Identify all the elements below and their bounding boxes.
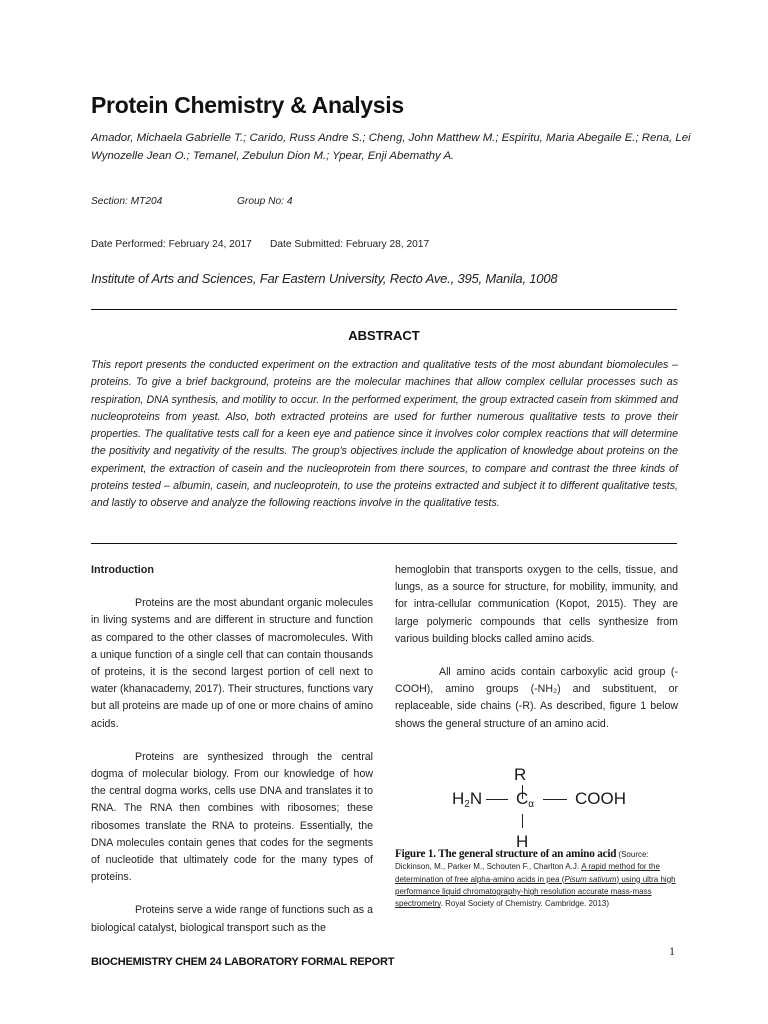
r-group-label: R bbox=[514, 765, 527, 784]
paper-title: Protein Chemistry & Analysis bbox=[91, 92, 404, 118]
introduction-heading: Introduction bbox=[91, 564, 154, 576]
figure-caption bbox=[395, 848, 678, 910]
group-label: Group No: 4 bbox=[237, 196, 293, 207]
caption-source-suffix: . Royal Society of Chemistry. Cambridge. 2013) bbox=[440, 899, 610, 909]
left-column bbox=[91, 562, 373, 937]
alpha-carbon-label: $C_\alpha$ bbox=[516, 789, 535, 810]
left-bond-line bbox=[486, 799, 508, 800]
caption-reference-link[interactable]: A rapid method for the determination of free alpha-amino acids in pea (Pisum sativum) using ultra high performance liquid chromatography-high resolution accurate mass-mass spectrometry bbox=[395, 862, 676, 909]
bottom-bond-line bbox=[522, 814, 523, 828]
date-submitted: Date Submitted: February 28, 2017 bbox=[270, 239, 430, 250]
date-performed: Date Performed: February 24, 2017 bbox=[91, 239, 252, 250]
intro-paragraph-5: All amino acids contain carboxylic acid group (-COOH), amino groups (-NH₂) and substituent, or replaceable, side chains (-R). As described, figure 1 below shows the general structure of an amino acid. bbox=[395, 666, 678, 730]
author-list: Amador, Michaela Gabrielle T.; Carido, Russ Andre S.; Cheng, John Matthew M.; Espiritu, Maria Abegaile E.; Rena, Lei Wynozelle Jean O.; Temanel, Zebulun Dion M.; Ypear, Enji Abemathy A. bbox=[91, 132, 691, 162]
institute-affiliation: Institute of Arts and Sciences, Far Eastern University, Recto Ave., 395, Manila, 1008 bbox=[91, 271, 558, 286]
carboxyl-group-label: COOH bbox=[575, 789, 626, 808]
intro-paragraph-2: Proteins are synthesized through the central dogma of molecular biology. From our knowledge of how the central dogma works, cells use DNA and translates it to RNA. The RNA then combines with ribosomes; these ribosomes translate the RNA to proteins. Essentially, the DNA molecules contain genes that codes for the segments of nucleotide that ultimately code for the many types of proteins. bbox=[91, 750, 373, 884]
figure-caption-label: Figure 1. The general structure of an amino acid bbox=[395, 848, 617, 860]
hydrogen-label: H bbox=[516, 832, 529, 851]
abstract-divider bbox=[91, 543, 677, 544]
section-label: Section: MT204 bbox=[91, 196, 163, 207]
page-number: 1 bbox=[669, 944, 675, 958]
top-divider bbox=[91, 309, 677, 310]
right-column bbox=[395, 562, 678, 733]
abstract-heading: ABSTRACT bbox=[348, 328, 420, 343]
intro-paragraph-1: Proteins are the most abundant organic molecules in living systems and are different in structure and function as compared to the other classes of macromolecules. With a unique function of a single cell that can contain thousands of proteins, it is the second largest portion of cell next to water (khanacademy, 2017). Their structures, functions vary but all proteins are made up of one or more chains of amino acids. bbox=[91, 597, 373, 730]
right-bond-line bbox=[543, 799, 567, 800]
caption-source-prefix: (Source: Dickinson, M., Parker M., Schouten F., Charlton A.J. bbox=[395, 850, 649, 872]
amino-acid-structure-figure bbox=[395, 765, 678, 849]
intro-paragraph-4: hemoglobin that transports oxygen to the cells, tissue, and lungs, as a source for structure, for mobility, immunity, and for intra-cellular communication (Kopot, 2015). They are large polymeric compounds that cells synthesize from various building blocks called amino acids. bbox=[395, 564, 678, 645]
amino-group-label: $H_2N$ bbox=[452, 789, 483, 810]
abstract-body: This report presents the conducted experiment on the extraction and qualitative tests of the most abundant biomolecules – proteins. To give a brief background, proteins are the molecular machines that allow complex cellular processes such as respiration, DNA synthesis, and motility to occur. In the performed experiment, the group extracted casein from skimmed and nucleoproteins from yeast. Also, both extracted proteins are used for further numerous qualitative tests to prove their properties. The qualitative tests call for a keen eye and patience since it involves color complex reactions that will determine the positivity and negativity of the results. The group's objectives include the application of knowledge about proteins on the experiment, the extraction of casein and the nucleoprotein from there sources, to compare and contrast the three kinds of proteins tested – albumin, casein, and nucleoprotein, to use the proteins extracted and subject it to different qualitative tests, and lastly to observe and analyze the following reactions involve in the qualitative tests. bbox=[91, 359, 678, 510]
report-footer: BIOCHEMISTRY CHEM 24 LABORATORY FORMAL REPORT bbox=[91, 956, 395, 968]
intro-paragraph-3: Proteins serve a wide range of functions such as a biological catalyst, biological transport such as the bbox=[91, 904, 373, 934]
